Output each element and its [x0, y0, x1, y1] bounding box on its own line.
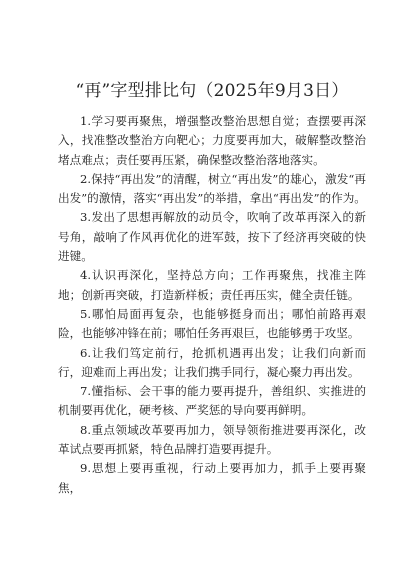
paragraph-2: 2.保持“再出发”的清醒，树立“再出发”的雄心，激发“再出发”的激情，落实“再出发”的举措，拿出“再出发”的作为。: [58, 171, 366, 206]
paragraph-6: 6.让我们笃定前行，抢抓机遇再出发；让我们向新而行，迎难而上再出发；让我们携手同行，凝心聚力再出发。: [58, 345, 366, 379]
paragraph-1: 1.学习要再聚焦，增强整改整治思想自觉；查摆要再深入，找准整改整治方向靶心；力度要再加大，破解整改整治堵点难点；责任要再压紧，确保整改整治落地落实。: [58, 114, 366, 167]
paragraph-5: 5.哪怕局面再复杂，也能够挺身而出；哪怕前路再艰险，也能够冲锋在前；哪怕任务再艰巨，也能够勇于攻坚。: [58, 306, 366, 341]
paragraph-9: 9.思想上要再重视，行动上要再加力，抓手上要再聚焦，: [58, 461, 366, 495]
paragraph-7: 7.懂指标、会干事的能力要再提升，善组织、实推进的机制要再优化，硬考核、严奖惩的导向要再鲜明。: [58, 384, 366, 418]
paragraph-4: 4.认识再深化，坚持总方向；工作再聚焦，找准主阵地；创新再突破，打造新样板；责任再压实，健全责任链。: [58, 268, 366, 302]
paragraph-3: 3.发出了思想再解放的动员令，吹响了改革再深入的新号角，敲响了作风再优化的进军鼓，按下了经济再突破的快进键。: [58, 210, 366, 264]
paragraph-8: 8.重点领域改革要再加力，领导领衔推进要再深化，改革试点要再抓紧，特色品牌打造要再提升。: [58, 422, 366, 457]
document-title: “再”字型排比句（2025年9月3日）: [75, 81, 349, 101]
